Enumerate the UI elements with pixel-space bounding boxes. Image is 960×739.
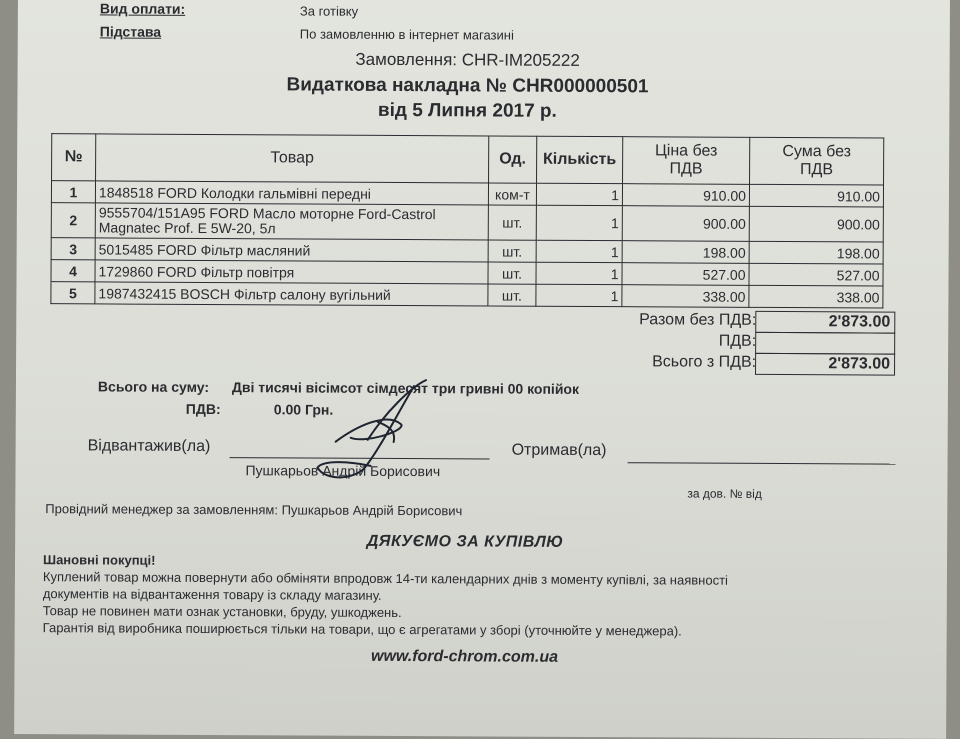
- col-header-price: [623, 137, 750, 185]
- col-header-unit: Од.: [489, 136, 537, 183]
- col-header-qty: Кількість: [537, 136, 623, 183]
- received-by-label: Отримав(ла): [511, 441, 607, 460]
- handwritten-signature: [295, 371, 456, 492]
- shipped-by-label: Відвантажив(ла): [87, 437, 211, 456]
- gross-total-label: Всього з ПДВ:: [652, 353, 757, 371]
- order-number: Замовлення: CHR-IM205222: [355, 49, 580, 70]
- col-header-product: Товар: [96, 134, 489, 183]
- net-total-label: Разом без ПДВ:: [639, 311, 757, 329]
- col-header-price-line2: ПДВ: [669, 160, 703, 178]
- proxy-label: за дов. № від: [687, 486, 762, 501]
- notice-line: документів на відвантаження товару із складу магазину.: [42, 586, 382, 603]
- row-qty: 1: [536, 240, 622, 262]
- row-price: 900.00: [622, 206, 749, 242]
- col-header-sum: [750, 137, 884, 185]
- row-unit: шт.: [488, 240, 536, 262]
- row-sum: 338.00: [749, 285, 883, 308]
- row-product: 1987432415 BOSCH Фільтр салону вугільний: [95, 282, 488, 306]
- row-product: 5015485 FORD Фільтр масляний: [95, 238, 488, 262]
- vat-words-value: 0.00 Грн.: [273, 401, 334, 418]
- basis-value: По замовленню в інтернет магазині: [299, 26, 514, 43]
- notice-title: Шановні покупці!: [42, 552, 156, 568]
- vat-total-label: ПДВ:: [718, 332, 757, 350]
- invoice-sheet: [14, 0, 950, 739]
- row-sum: 910.00: [749, 184, 883, 207]
- row-price: 527.00: [622, 263, 749, 286]
- notice-line: Куплений товар можна повернути або обміняти впродовж 14-ти календарних днів з моменту купівлі, за наявності: [42, 569, 728, 588]
- col-header-no: №: [52, 134, 96, 181]
- items-table: [50, 133, 884, 308]
- notice-line: Товар не повинен мати ознак установки, бруду, ушкоджень.: [42, 603, 402, 621]
- row-sum: 198.00: [749, 241, 883, 264]
- row-price: 910.00: [622, 184, 749, 207]
- row-qty: 1: [536, 262, 622, 284]
- col-header-sum-line1: Сума без: [782, 143, 852, 161]
- row-unit: шт.: [488, 262, 536, 284]
- row-qty: 1: [536, 284, 622, 306]
- row-qty: 1: [536, 183, 622, 205]
- manager-line: Провідний менеджер за замовленням: Пушкарьов Андрій Борисович: [45, 501, 463, 519]
- row-product: 1848518 FORD Колодки гальмівні передні: [95, 181, 488, 205]
- payment-method-value: За готівку: [299, 3, 359, 19]
- row-unit: шт.: [488, 205, 536, 240]
- row-no: 1: [51, 181, 95, 203]
- invoice-title: Видаткова накладна № CHR000000501: [286, 74, 649, 98]
- notice-line: Гарантія від виробника поширюється тільки на товари, що є агрегатами у зборі (уточнюйте у менеджера).: [42, 620, 682, 639]
- invoice-date: від 5 Липня 2017 р.: [377, 99, 557, 122]
- table-header-row: [52, 134, 884, 185]
- thank-you-text: ДЯКУЄМО ЗА КУПІВЛЮ: [366, 532, 564, 551]
- row-unit: шт.: [488, 284, 536, 306]
- gross-total-value: 2'873.00: [755, 353, 895, 376]
- col-header-sum-line2: ПДВ: [800, 161, 834, 179]
- row-no: 4: [51, 260, 95, 282]
- row-qty: 1: [536, 205, 622, 240]
- row-sum: 900.00: [749, 206, 883, 242]
- net-total-value: 2'873.00: [755, 311, 895, 334]
- row-no: 5: [51, 282, 95, 304]
- row-sum: 527.00: [749, 263, 883, 286]
- received-signature-line: [628, 462, 896, 464]
- sum-words-label: Всього на суму:: [97, 378, 210, 396]
- row-product: 9555704/151A95 FORD Масло моторне Ford-Castrol Magnatec Prof. E 5W-20, 5л: [95, 203, 488, 240]
- row-no: 2: [51, 203, 95, 238]
- row-product: 1729860 FORD Фільтр повітря: [95, 260, 488, 284]
- sum-words-value: Дві тисячі вісімсот сімдесят три гривні 00 копійок: [231, 379, 580, 397]
- row-no: 3: [51, 238, 95, 260]
- table-row: [51, 282, 883, 308]
- payment-method-label: Вид оплати:: [99, 0, 186, 17]
- table-row: [51, 203, 883, 242]
- vat-total-value: [755, 332, 895, 355]
- basis-label: Підстава: [99, 23, 162, 40]
- row-unit: ком-т: [488, 183, 536, 205]
- row-price: 338.00: [622, 285, 749, 308]
- col-header-price-line1: Ціна без: [654, 142, 718, 160]
- vat-words-label: ПДВ:: [185, 400, 221, 418]
- row-price: 198.00: [622, 241, 749, 264]
- website-text: www.ford-chrom.com.ua: [370, 647, 559, 666]
- shipped-by-name: Пушкарьов Андрій Борисович: [245, 462, 441, 480]
